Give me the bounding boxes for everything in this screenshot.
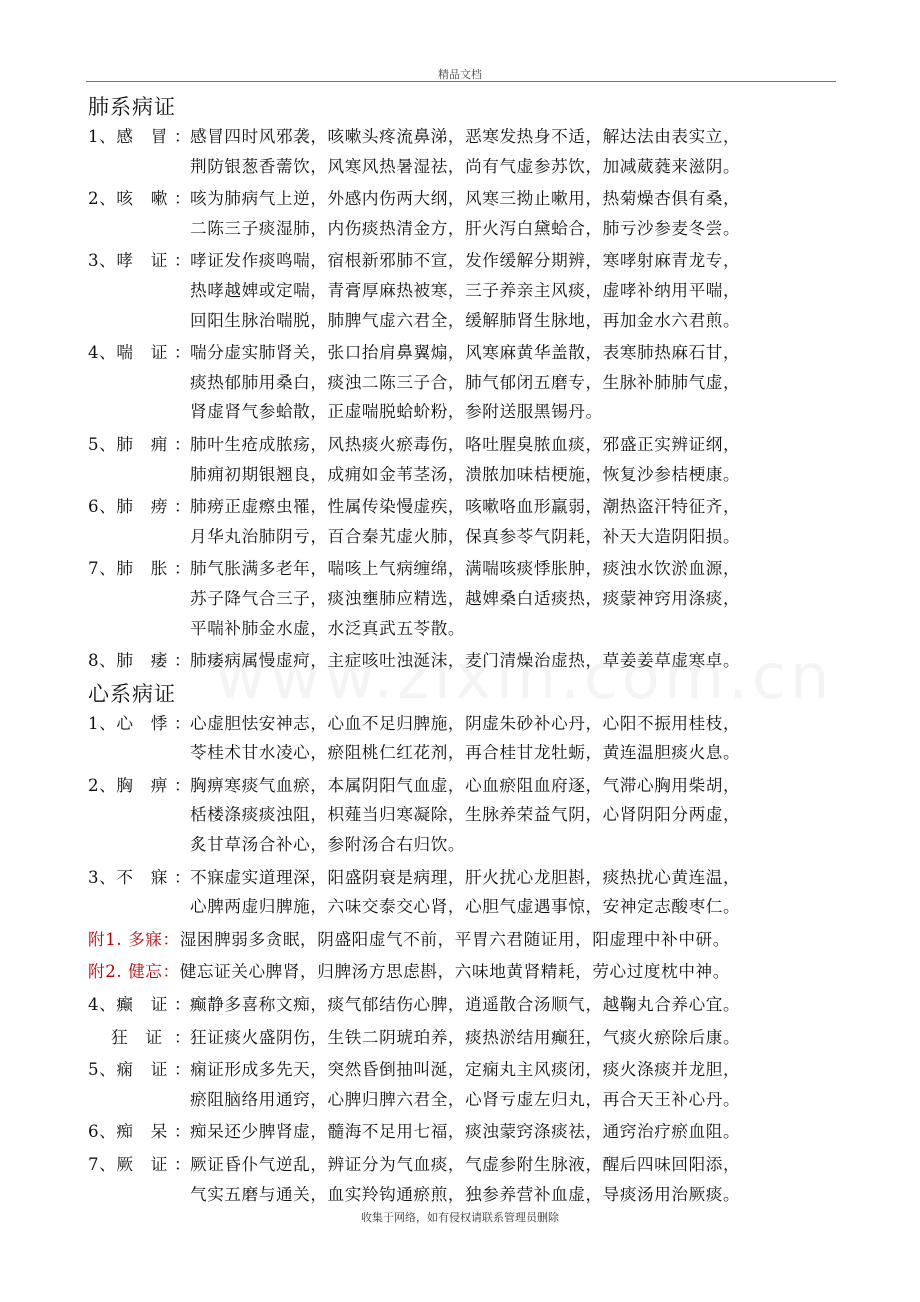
- verse-text: 肺叶生疮成脓疡，风热痰火瘀毒伤，咯吐腥臭脓血痰，邪盛正实辨证纲，: [190, 434, 741, 454]
- entry-separator: ：: [162, 929, 180, 949]
- verse-entry: [88, 492, 836, 551]
- entry-separator: ：: [174, 127, 192, 146]
- verse-entry: [88, 554, 836, 643]
- verse-line: [88, 368, 836, 398]
- entry-separator: ：: [174, 1027, 192, 1047]
- entry-separator: ：: [174, 559, 192, 579]
- entry-separator: ：: [174, 651, 192, 671]
- verse-entry: [88, 925, 836, 955]
- entry-separator: ：: [174, 775, 192, 795]
- entry-separator: ：: [174, 1155, 192, 1174]
- verse-entry: [88, 430, 836, 489]
- verse-text: 二陈三子痰湿肺，内伤痰热清金方，肝火泻白黛蛤合，肺亏沙参麦冬尝。: [190, 218, 741, 238]
- verse-text: 咳为肺病气上逆，外感内伤两大纲，风寒三拗止嗽用，热菊燥杏俱有桑，: [190, 189, 741, 209]
- verse-line: [88, 276, 836, 306]
- verse-entry: [88, 122, 836, 181]
- verse-text: 肺痨正虚瘵虫罹，性属传染慢虚疾，咳嗽咯血形羸弱，潮热盗汗特征齐，: [190, 497, 741, 517]
- verse-text: 感冒四时风邪袭，咳嗽头疼流鼻涕，恶寒发热身不适，解达法由表实立，: [190, 127, 741, 146]
- verse-text: 哮证发作痰鸣喘，宿根新邪肺不宣，发作缓解分期辨，寒哮射麻青龙专，: [190, 251, 741, 271]
- verse-text: 喘分虚实肺肾关，张口抬肩鼻翼煽，风寒麻黄华盖散，表寒肺热麻石甘，: [190, 343, 741, 363]
- verse-line: [88, 800, 836, 830]
- entry-separator: ：: [174, 497, 192, 517]
- verse-line: [88, 1180, 836, 1210]
- entry-label: 附1. 多寐: [88, 929, 163, 949]
- entry-separator: ：: [174, 343, 192, 363]
- page-footer: 收集于网络，如有侵权请联系管理员删除: [361, 1211, 559, 1224]
- verse-text: 肺气胀满多老年，喘咳上气病缠绵，满喘咳痰悸胀肿，痰浊水饮淤血源，: [190, 559, 741, 579]
- verse-text: 瘀阻脑络用通窍，心脾归脾六君全，心肾亏虚左归丸，再合天王补心丹。: [190, 1089, 741, 1109]
- verse-line: [88, 397, 836, 427]
- verse-line: [88, 122, 836, 152]
- entry-label: 5、肺 痈: [88, 434, 168, 454]
- entry-label: 4、癫 证: [88, 995, 168, 1015]
- entry-separator: ：: [174, 251, 192, 271]
- verse-text: 苓桂术甘水凌心，瘀阻桃仁红花剂，再合桂甘龙牡蛎，黄连温胆痰火息。: [190, 743, 741, 763]
- entry-label: 3、哮 证: [88, 251, 168, 271]
- verse-line: [88, 306, 836, 336]
- entry-label: 7、厥 证: [88, 1155, 168, 1174]
- entry-separator: ：: [174, 434, 192, 454]
- verse-line: [88, 430, 836, 460]
- verse-entry: [88, 338, 836, 427]
- verse-entry: [88, 863, 836, 922]
- verse-line: [88, 1055, 836, 1085]
- entry-label: 2、胸 痹: [88, 775, 168, 795]
- verse-line: [88, 957, 836, 987]
- verse-entry: [88, 1023, 836, 1053]
- entry-label: 5、痫 证: [88, 1060, 168, 1080]
- entry-separator: ：: [174, 995, 192, 1015]
- verse-text: 心虚胆怯安神志，心血不足归脾施，阴虚朱砂补心丹，心阳不振用桂枝，: [190, 713, 741, 733]
- verse-line: [88, 1085, 836, 1115]
- verse-line: [88, 863, 836, 893]
- verse-line: [88, 338, 836, 368]
- entry-separator: ：: [174, 1122, 192, 1142]
- verse-line: [88, 738, 836, 768]
- verse-entry: [88, 957, 836, 987]
- verse-text: 健忘证关心脾肾，归脾汤方思虑斟，六味地黄肾精耗，劳心过度枕中神。: [179, 962, 730, 982]
- verse-text: 炙甘草汤合补心，参附汤合右归饮。: [190, 835, 466, 855]
- verse-line: [88, 584, 836, 614]
- entry-label: 8、肺 痿: [88, 651, 168, 671]
- verse-text: 热哮越婢或定喘，青膏厚麻热被寒，三子养亲主风痰，虚哮补纳用平喘，: [190, 280, 741, 300]
- verse-text: 不寐虚实道理深，阳盛阴衰是病理，肝火扰心龙胆斟，痰热扰心黄连温，: [190, 867, 741, 887]
- verse-entry: [88, 246, 836, 335]
- verse-text: 月华丸治肺阴亏，百合秦艽虚火肺，保真参苓气阴耗，补天大造阴阳损。: [190, 526, 741, 546]
- verse-line: [88, 1117, 836, 1147]
- verse-line: [88, 246, 836, 276]
- entry-label: 3、不 寐: [88, 867, 168, 887]
- verse-text: 胸痹寒痰气血瘀，本属阴阳气血虚，心血瘀阻血府逐，气滞心胸用柴胡，: [190, 775, 741, 795]
- verse-text: 苏子降气合三子，痰浊壅肺应精选，越婢桑白适痰热，痰蒙神窍用涤痰，: [190, 588, 741, 608]
- entry-separator: ：: [174, 189, 192, 209]
- verse-text: 气实五磨与通关，血实羚钩通瘀煎，独参养营补血虚，导痰汤用治厥痰。: [190, 1184, 741, 1204]
- verse-text: 回阳生脉治喘脱，肺脾气虚六君全，缓解肺肾生脉地，再加金水六君煎。: [190, 310, 741, 330]
- verse-line: [88, 892, 836, 922]
- verse-line: [88, 152, 836, 182]
- entry-label: 附2. 健忘: [88, 962, 163, 982]
- verse-text: 狂证痰火盛阴伤，生铁二阴琥珀养，痰热淤结用癫狂，气痰火瘀除后康。: [190, 1027, 741, 1047]
- document-body: [88, 92, 836, 1212]
- verse-text: 荆防银葱香薷饮，风寒风热暑湿祛，尚有气虚参苏饮，加减葳蕤来滋阴。: [190, 156, 741, 176]
- verse-text: 湿困脾弱多贪眠，阴盛阳虚气不前，平胃六君随证用，阳虚理中补中研。: [179, 929, 730, 949]
- entry-label: 4、喘 证: [88, 343, 168, 363]
- verse-line: [88, 709, 836, 739]
- entry-label: 狂 证: [88, 1027, 163, 1047]
- section-title: 心系病证: [88, 681, 176, 706]
- entry-label: 1、感 冒: [88, 127, 168, 146]
- verse-entry: [88, 990, 836, 1020]
- verse-text: 癫静多喜称文痴，痰气郁结伤心脾，逍遥散合汤顺气，越鞠丸合养心宜。: [190, 995, 741, 1015]
- verse-line: [88, 990, 836, 1020]
- verse-line: [88, 184, 836, 214]
- verse-entry: [88, 1055, 836, 1114]
- verse-line: [88, 214, 836, 244]
- entry-separator: ：: [174, 867, 192, 887]
- verse-entry: [88, 1117, 836, 1147]
- verse-line: [88, 830, 836, 860]
- verse-entry: [88, 771, 836, 860]
- verse-entry: [88, 646, 836, 676]
- verse-line: [88, 554, 836, 584]
- verse-line: [88, 522, 836, 552]
- verse-text: 肺痿病属慢虚疴，主症咳吐浊涎沫，麦门清燥治虚热，草姜姜草虚寒卓。: [190, 651, 741, 671]
- entry-label: 1、心 悸: [88, 713, 168, 733]
- verse-text: 肾虚肾气参蛤散，正虚喘脱蛤蚧粉，参附送服黑锡丹。: [190, 402, 603, 422]
- verse-text: 心脾两虚归脾施，六味交泰交心肾，心胆气虚遇事惊，安神定志酸枣仁。: [190, 897, 741, 917]
- entry-separator: ：: [174, 1060, 192, 1080]
- verse-text: 痰热郁肺用桑白，痰浊二陈三子合，肺气郁闭五磨专，生脉补肺肺气虚，: [190, 372, 741, 392]
- verse-line: [88, 1150, 836, 1180]
- verse-line: [88, 771, 836, 801]
- entry-separator: ：: [162, 962, 180, 982]
- entry-label: 6、痴 呆: [88, 1122, 168, 1142]
- entry-label: 2、咳 嗽: [88, 189, 168, 209]
- verse-text: 肺痈初期银翘良，成痈如金苇茎汤，溃脓加味桔梗施，恢复沙参桔梗康。: [190, 464, 741, 484]
- verse-text: 痫证形成多先天，突然昏倒抽叫涎，定痫丸主风痰闭，痰火涤痰并龙胆，: [190, 1060, 741, 1080]
- entry-label: 6、肺 痨: [88, 497, 168, 517]
- verse-text: 栝楼涤痰痰浊阻，枳薤当归寒凝除，生脉养荣益气阴，心肾阴阳分两虚，: [190, 805, 741, 825]
- verse-line: [88, 646, 836, 676]
- verse-line: [88, 614, 836, 644]
- verse-line: [88, 1023, 836, 1053]
- verse-text: 痴呆还少脾肾虚，髓海不足用七福，痰浊蒙窍涤痰祛，通窍治疗瘀血阻。: [190, 1122, 741, 1142]
- section-title: 肺系病证: [88, 95, 176, 119]
- verse-entry: [88, 184, 836, 243]
- verse-line: [88, 925, 836, 955]
- verse-entry: [88, 709, 836, 768]
- verse-text: 厥证昏仆气逆乱，辨证分为气血痰，气虚参附生脉液，醒后四味回阳添，: [190, 1155, 741, 1174]
- verse-line: [88, 492, 836, 522]
- page-header: 精品文档: [438, 68, 482, 81]
- verse-text: 平喘补肺金水虚，水泛真武五苓散。: [190, 618, 466, 638]
- verse-line: [88, 460, 836, 490]
- entry-separator: ：: [174, 713, 192, 733]
- entry-label: 7、肺 胀: [88, 559, 168, 579]
- header-rule: [86, 81, 836, 82]
- verse-entry: [88, 1150, 836, 1209]
